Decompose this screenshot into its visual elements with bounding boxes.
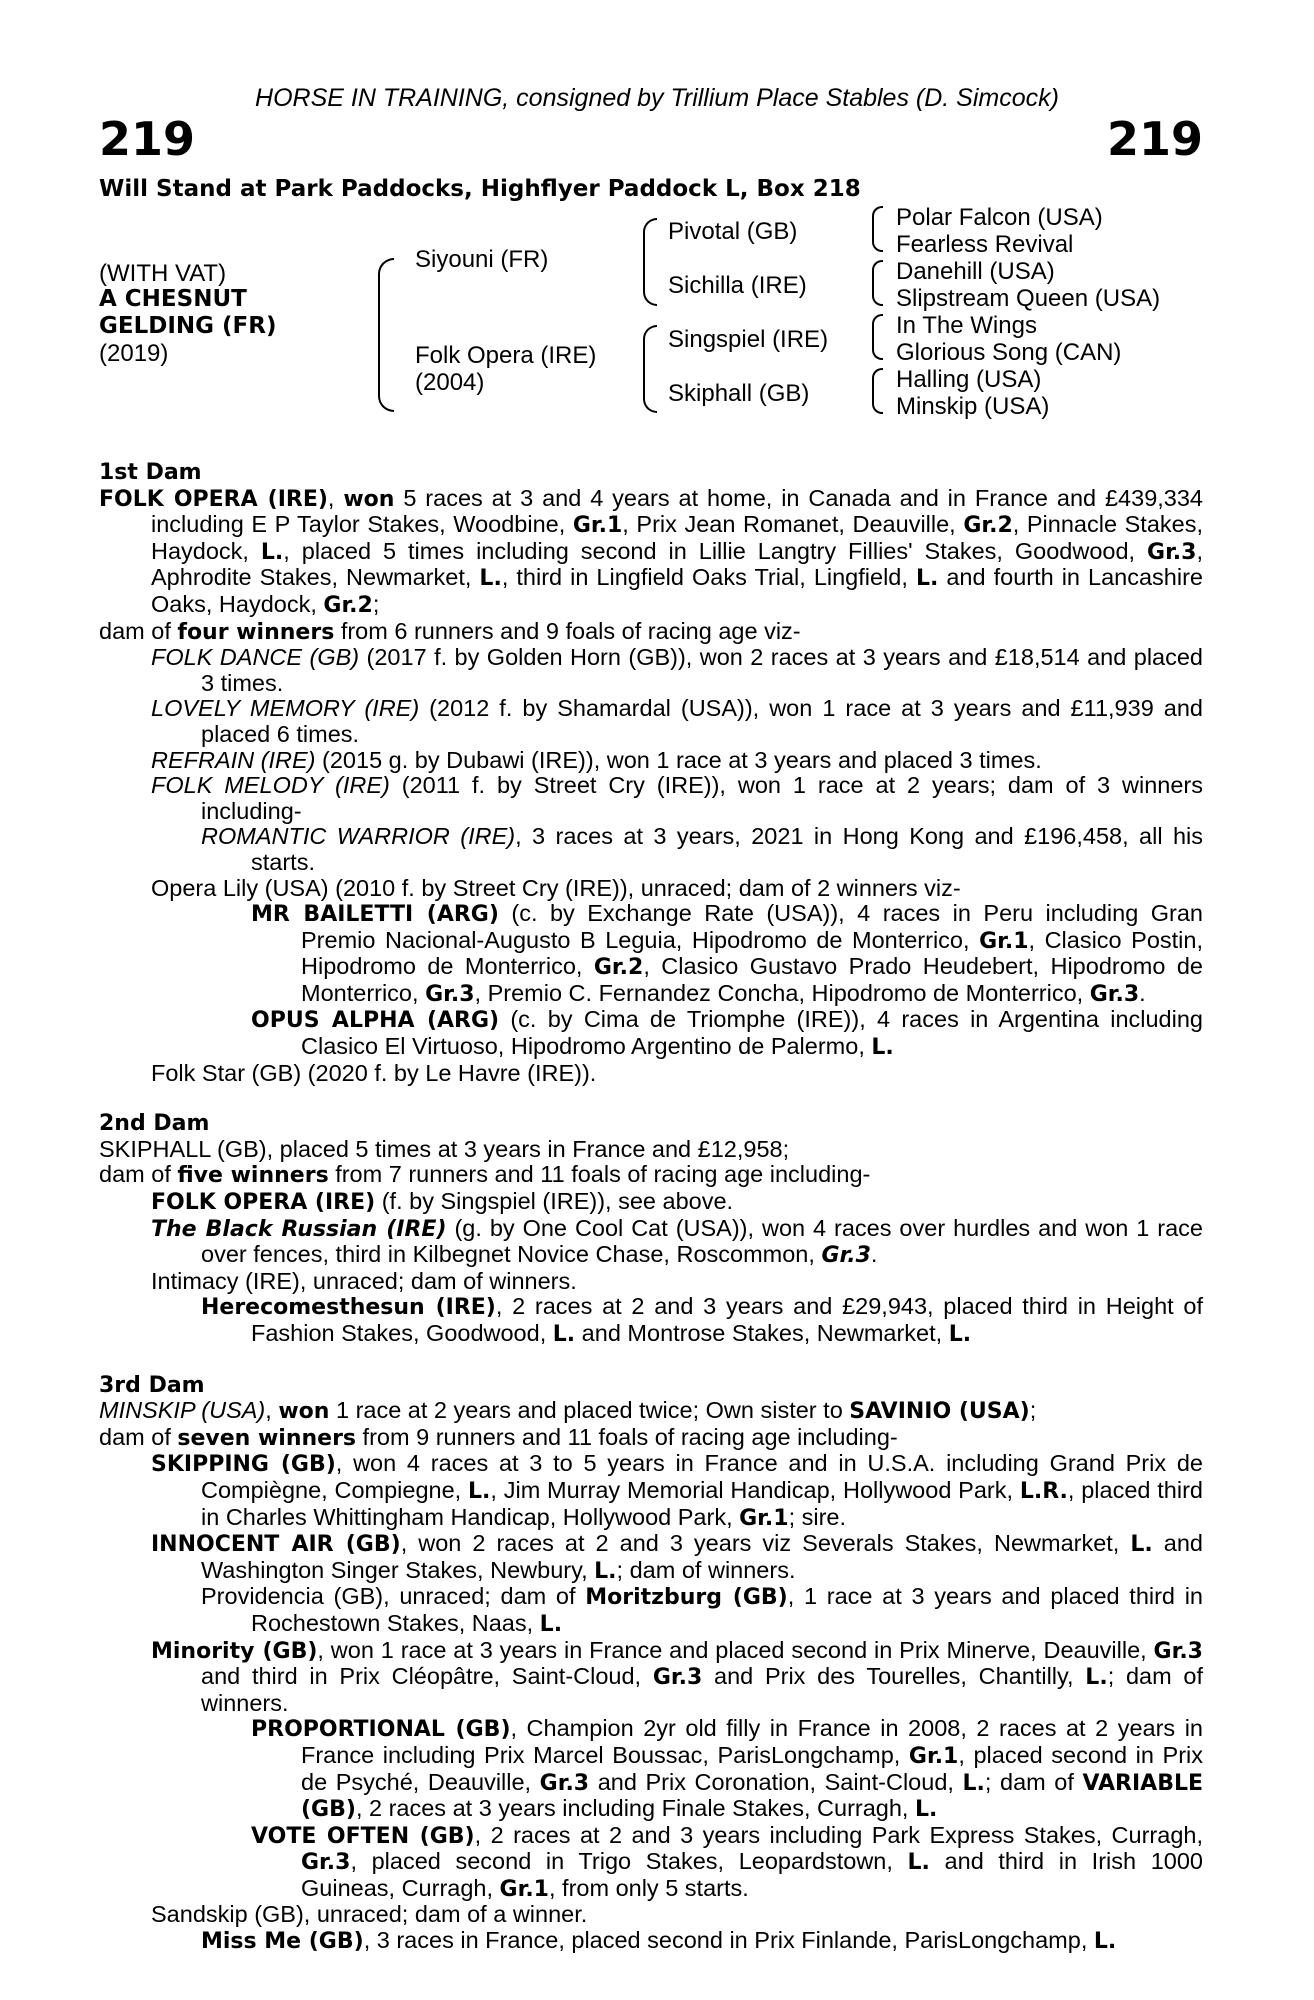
produce-innocent-air: INNOCENT AIR (GB), won 2 races at 2 and 3 years viz Severals Stakes, Newmarket, L. and Washington Singer Stakes, Newbury, L.; dam of winners. bbox=[151, 1530, 1203, 1584]
produce-miss-me: Miss Me (GB), 3 races in France, placed second in Prix Finlande, ParisLongchamp, L. bbox=[201, 1927, 1117, 1955]
pedigree-granddam-1: Sichilla (IRE) bbox=[668, 272, 807, 299]
produce-folk-opera: FOLK OPERA (IRE) (f. by Singspiel (IRE)), see above. bbox=[151, 1188, 734, 1216]
produce-the-black-russian: The Black Russian (IRE) (g. by One Cool Cat (USA)), won 4 races over hurdles and won 1 race over fences, third in Kilbegnet Novice Chase, Roscommon, Gr.3. bbox=[151, 1214, 1203, 1269]
produce-mr-bailetti: MR BAILETTI (ARG) (c. by Exchange Rate (USA)), 4 races in Peru including Gran Premio Nacional-Augusto B Leguia, Hipodromo de Monterrico, Gr.1, Clasico Postin, Hipodromo de Monterrico, Gr.2, Clasico Gustavo Prado Heudebert, Hipodromo de Monterrico, Gr.3, Premio C. Fernandez Concha, Hipodromo de Monterrico, Gr.3. bbox=[251, 900, 1203, 1007]
produce-lovely-memory: LOVELY MEMORY (IRE) (2012 f. by Shamardal (USA)), won 1 race at 3 years and £11,939 and placed 6 times. bbox=[151, 695, 1203, 747]
pedigree-ggs-3: Danehill (USA) bbox=[896, 258, 1055, 285]
produce-opera-lily: Opera Lily (USA) (2010 f. by Street Cry (IRE)), unraced; dam of 2 winners viz- bbox=[151, 874, 961, 901]
pedigree-bracket-g1 bbox=[872, 206, 883, 252]
pedigree-dam: Folk Opera (IRE) bbox=[415, 342, 597, 369]
pedigree-granddam-2: Skiphall (GB) bbox=[668, 380, 810, 407]
produce-sandskip: Sandskip (GB), unraced; dam of a winner. bbox=[151, 1901, 588, 1928]
first-dam-produce-summary: dam of four winners from 6 runners and 9 foals of racing age viz- bbox=[99, 617, 801, 645]
produce-proportional: PROPORTIONAL (GB), Champion 2yr old filly in France in 2008, 2 races at 2 years in France including Prix Marcel Boussac, ParisLongchamp, Gr.1, placed second in Prix de Psyché, Deauville, Gr.3 and Prix Coronation, Saint-Cloud, L.; dam of VARIABLE (GB), 2 races at 3 years including Finale Stakes, Curragh, L. bbox=[251, 1715, 1204, 1823]
pedigree-ggs-6: Glorious Song (CAN) bbox=[896, 339, 1122, 366]
first-dam-record: FOLK OPERA (IRE), won 5 races at 3 and 4 years at home, in Canada and in France and £439,334 including E P Taylor Stakes, Woodbine, Gr.1, Prix Jean Romanet, Deauville, Gr.2, Pinnacle Stakes, Haydock, L., placed 5 times including second in Lillie Langtry Fillies' Stakes, Goodwood, Gr.3, Aphrodite Stakes, Newmarket, L., third in Lingfield Oaks Trial, Lingfield, L. and fourth in Lancashire Oaks, Haydock, Gr.2; bbox=[99, 484, 1203, 618]
produce-folk-star: Folk Star (GB) (2020 f. by Le Havre (IRE)). bbox=[151, 1059, 597, 1086]
catalogue-header: HORSE IN TRAINING, consigned by Trillium Place Stables (D. Simcock) bbox=[255, 84, 1059, 112]
third-dam-record: MINSKIP (USA), won 1 race at 2 years and placed twice; Own sister to SAVINIO (USA); bbox=[99, 1397, 1037, 1425]
pedigree-bracket-g4 bbox=[872, 368, 883, 414]
produce-refrain: REFRAIN (IRE) (2015 g. by Dubawi (IRE)), won 1 race at 3 years and placed 3 times. bbox=[151, 746, 1042, 773]
foaling-year: (2019) bbox=[99, 340, 169, 367]
vat-note: (WITH VAT) bbox=[99, 260, 227, 287]
second-dam-produce-summary: dam of five winners from 7 runners and 11 foals of racing age including- bbox=[99, 1161, 871, 1189]
pedigree-dam-year: (2004) bbox=[415, 369, 485, 396]
pedigree-grandsire-2: Singspiel (IRE) bbox=[668, 326, 829, 353]
pedigree-ggs-2: Fearless Revival bbox=[896, 231, 1074, 258]
pedigree-ggs-5: In The Wings bbox=[896, 312, 1037, 339]
produce-romantic-warrior: ROMANTIC WARRIOR (IRE), 3 races at 3 years, 2021 in Hong Kong and £196,458, all his starts. bbox=[201, 823, 1203, 875]
produce-skipping: SKIPPING (GB), won 4 races at 3 to 5 years in France and in U.S.A. including Grand Prix de Compiègne, Compiegne, L., Jim Murray Memorial Handicap, Hollywood Park, L.R., placed third in Charles Whittingham Handicap, Hollywood Park, Gr.1; sire. bbox=[151, 1450, 1203, 1531]
lot-number-left: 219 bbox=[99, 112, 196, 166]
stand-location: Will Stand at Park Paddocks, Highflyer Paddock L, Box 218 bbox=[99, 176, 861, 202]
pedigree-bracket-sire bbox=[643, 218, 657, 306]
produce-intimacy: Intimacy (IRE), unraced; dam of winners. bbox=[151, 1267, 577, 1294]
second-dam-heading: 2nd Dam bbox=[99, 1111, 210, 1137]
pedigree-bracket-main bbox=[378, 258, 394, 412]
pedigree-ggs-4: Slipstream Queen (USA) bbox=[896, 285, 1161, 312]
pedigree-bracket-g3 bbox=[872, 314, 883, 360]
third-dam-heading: 3rd Dam bbox=[99, 1372, 205, 1398]
pedigree-ggs-8: Minskip (USA) bbox=[896, 393, 1050, 420]
pedigree-ggs-7: Halling (USA) bbox=[896, 366, 1042, 393]
produce-providencia: Providencia (GB), unraced; dam of Moritzburg (GB), 1 race at 3 years and placed third in Rochestown Stakes, Naas, L. bbox=[201, 1583, 1203, 1637]
pedigree-sire: Siyouni (FR) bbox=[415, 246, 549, 273]
produce-minority: Minority (GB), won 1 race at 3 years in France and placed second in Prix Minerve, Deauville, Gr.3 and third in Prix Cléopâtre, Saint-Cloud, Gr.3 and Prix des Tourelles, Chantilly, L.; dam of winners. bbox=[151, 1636, 1203, 1716]
pedigree-bracket-g2 bbox=[872, 260, 883, 306]
produce-folk-dance: FOLK DANCE (GB) (2017 f. by Golden Horn (GB)), won 2 races at 3 years and £18,514 and placed 3 times. bbox=[151, 644, 1203, 696]
pedigree-ggs-1: Polar Falcon (USA) bbox=[896, 204, 1103, 231]
third-dam-produce-summary: dam of seven winners from 9 runners and 11 foals of racing age including- bbox=[99, 1423, 898, 1451]
horse-description-line1: A CHESNUT bbox=[99, 286, 247, 312]
second-dam-record: SKIPHALL (GB), placed 5 times at 3 years in France and £12,958; bbox=[99, 1135, 790, 1162]
horse-description-line2: GELDING (FR) bbox=[99, 313, 277, 339]
produce-folk-melody: FOLK MELODY (IRE) (2011 f. by Street Cry (IRE)), won 1 race at 2 years; dam of 3 winners including- bbox=[151, 772, 1203, 824]
pedigree-bracket-dam bbox=[643, 325, 657, 413]
produce-opus-alpha: OPUS ALPHA (ARG) (c. by Cima de Triomphe (IRE)), 4 races in Argentina including Clasico El Virtuoso, Hipodromo Argentino de Palermo, L. bbox=[251, 1006, 1203, 1061]
pedigree-grandsire-1: Pivotal (GB) bbox=[668, 218, 798, 245]
dam-history bbox=[99, 460, 1203, 1955]
lot-number-right: 219 bbox=[1106, 112, 1203, 166]
produce-vote-often: VOTE OFTEN (GB), 2 races at 2 and 3 years including Park Express Stakes, Curragh, Gr.3, placed second in Trigo Stakes, Leopardstown, L. and third in Irish 1000 Guineas, Curragh, Gr.1, from only 5 starts. bbox=[251, 1821, 1203, 1902]
first-dam-heading: 1st Dam bbox=[99, 460, 202, 485]
produce-herecomesthesun: Herecomesthesun (IRE), 2 races at 2 and 3 years and £29,943, placed third in Height of Fashion Stakes, Goodwood, L. and Montrose Stakes, Newmarket, L. bbox=[201, 1293, 1203, 1347]
